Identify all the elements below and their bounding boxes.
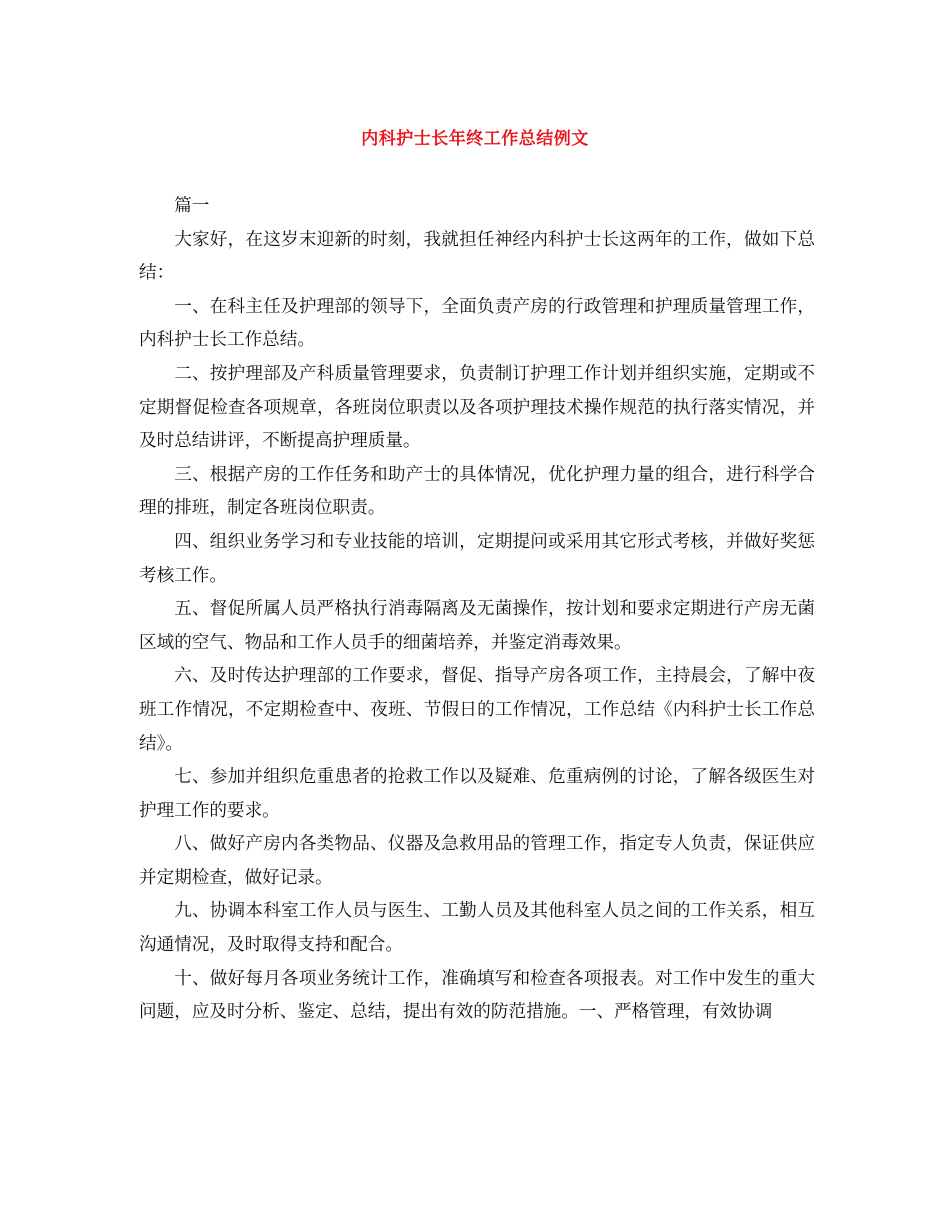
paragraph-intro: 大家好，在这岁末迎新的时刻，我就担任神经内科护士长这两年的工作，做如下总结： bbox=[139, 229, 815, 284]
paragraph-item-3: 三、根据产房的工作任务和助产士的具体情况，优化护理力量的组合，进行科学合理的排班，制定各班岗位职责。 bbox=[139, 464, 815, 519]
paragraph-section-label: 篇一 bbox=[174, 196, 210, 216]
paragraph-item-8: 八、做好产房内各类物品、仪器及急救用品的管理工作，指定专人负责，保证供应并定期检查，做好记录。 bbox=[139, 834, 815, 888]
paragraph-item-7: 七、参加并组织危重患者的抢救工作以及疑难、危重病例的讨论，了解各级医生对护理工作的要求。 bbox=[139, 767, 815, 821]
paragraph-item-10: 十、做好每月各项业务统计工作，准确填写和检查各项报表。对工作中发生的重大问题，应及时分析、鉴定、总结，提出有效的防范措施。一、严格管理，有效协调 bbox=[139, 968, 815, 1023]
document-body bbox=[139, 190, 815, 1030]
paragraph-item-4: 四、组织业务学习和专业技能的培训，定期提问或采用其它形式考核，并做好奖惩考核工作。 bbox=[139, 531, 815, 586]
paragraph-item-9: 九、协调本科室工作人员与医生、工勤人员及其他科室人员之间的工作关系，相互沟通情况，及时取得支持和配合。 bbox=[139, 901, 815, 956]
paragraph-item-6: 六、及时传达护理部的工作要求，督促、指导产房各项工作，主持晨会，了解中夜班工作情况，不定期检查中、夜班、节假日的工作情况，工作总结《内科护士长工作总结》。 bbox=[139, 666, 815, 754]
document-title: 内科护士长年终工作总结例文 bbox=[361, 129, 589, 149]
paragraph-item-1: 一、在科主任及护理部的领导下，全面负责产房的行政管理和护理质量管理工作，内科护士长工作总结。 bbox=[139, 296, 815, 351]
paragraph-item-2: 二、按护理部及产科质量管理要求，负责制订护理工作计划并组织实施，定期或不定期督促检查各项规章，各班岗位职责以及各项护理技术操作规范的执行落实情况，并及时总结讲评，不断提高护理质量。 bbox=[139, 363, 815, 452]
paragraph-item-5: 五、督促所属人员严格执行消毒隔离及无菌操作，按计划和要求定期进行产房无菌区域的空气、物品和工作人员手的细菌培养，并鉴定消毒效果。 bbox=[139, 599, 815, 653]
